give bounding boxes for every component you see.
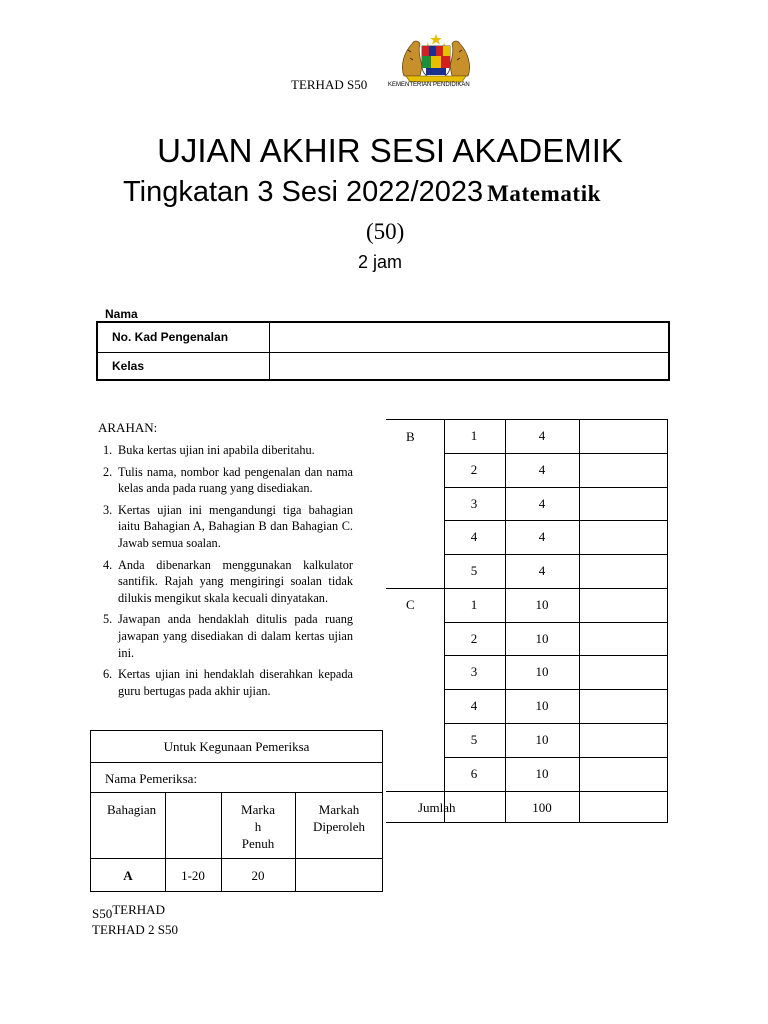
examiner-name-label: Nama Pemeriksa: <box>105 771 198 786</box>
total-value: 100 <box>532 800 552 815</box>
subject-code: (50) <box>366 219 405 244</box>
id-row <box>98 323 668 353</box>
section-b-label: B <box>406 429 415 444</box>
full-mark: 4 <box>538 529 546 544</box>
instructions-title: ARAHAN: <box>98 420 158 435</box>
id-label: No. Kad Pengenalan <box>112 330 229 344</box>
full-mark: 4 <box>538 462 546 477</box>
examiner-box <box>90 730 383 892</box>
candidate-info-table <box>96 321 670 381</box>
instruction-item: 4. Anda dibenarkan menggunakan kalkulator santifik. Rajah yang mengiringi soalan tidak dilukis mengikut skala kecuali dinyatakan. <box>103 557 353 605</box>
ministry-label: KEMENTERIAN PENDIDIKAN <box>388 82 470 88</box>
question-number: 4 <box>470 529 478 544</box>
exam-title: UJIAN AKHIR SESI AKADEMIK <box>157 132 623 169</box>
full-marks-header: Marka h Penuh <box>241 802 275 851</box>
full-mark: 10 <box>535 732 549 747</box>
question-number: 2 <box>470 462 478 477</box>
examiner-heading: Untuk Kegunaan Pemeriksa <box>163 739 310 754</box>
instruction-item: 5. Jawapan anda hendaklah ditulis pada ruang jawapan yang disediakan di dalam kertas ujian ini. <box>103 612 353 660</box>
full-mark: 10 <box>535 766 549 781</box>
instruction-item: 6. Kertas ujian ini hendaklah diserahkan kepada guru bertugas pada akhir ujian. <box>103 667 353 698</box>
obtained-marks-header: Markah Diperoleh <box>313 802 365 834</box>
question-number: 1 <box>470 428 478 443</box>
instruction-item: 3. Kertas ujian ini mengandungi tiga bahagian iaitu Bahagian A, Bahagian B dan Bahagian C. Jawab semua soalan. <box>103 502 353 550</box>
full-mark: 10 <box>535 664 549 679</box>
section-a-questions: 1-20 <box>181 868 205 883</box>
question-number: 3 <box>470 664 478 679</box>
question-number: 6 <box>470 766 478 781</box>
section-header: Bahagian <box>107 802 157 817</box>
full-mark: 10 <box>535 698 549 713</box>
exam-subtitle <box>123 176 601 209</box>
section-a-full-mark: 20 <box>251 868 265 883</box>
question-number: 5 <box>470 563 478 578</box>
instructions-list <box>103 442 353 699</box>
question-number: 5 <box>470 732 478 747</box>
full-mark: 4 <box>538 428 546 443</box>
classification-code: TERHAD S50 <box>291 77 368 92</box>
section-c-label: C <box>406 597 415 612</box>
full-mark: 10 <box>535 597 549 612</box>
name-label: Nama <box>105 307 138 321</box>
full-mark: 10 <box>535 631 549 646</box>
section-a-obtained-field[interactable] <box>295 861 383 891</box>
footer-code-line <box>92 902 165 921</box>
full-mark: 4 <box>538 563 546 578</box>
total-label: Jumlah <box>418 800 456 815</box>
subject-name: Matematik <box>487 181 602 206</box>
class-row <box>98 352 668 381</box>
question-number: 2 <box>470 631 478 646</box>
class-label: Kelas <box>112 359 145 373</box>
full-mark: 4 <box>538 496 546 511</box>
footer-page-code: TERHAD 2 S50 <box>92 922 178 937</box>
footer-code: S50 <box>92 906 113 921</box>
crest-logo <box>398 32 474 84</box>
section-a-label: A <box>123 868 133 883</box>
instruction-item: 1. Buka kertas ujian ini apabila diberitahu. <box>103 443 315 457</box>
footer-terhad: TERHAD <box>112 902 165 917</box>
question-number: 4 <box>470 698 478 713</box>
exam-duration: 2 jam <box>358 252 403 272</box>
instruction-item: 2. Tulis nama, nombor kad pengenalan dan nama kelas anda pada ruang yang disediakan. <box>103 464 353 496</box>
id-field[interactable] <box>269 323 668 352</box>
form-session: Tingkatan 3 Sesi 2022/2023 <box>123 176 484 208</box>
class-field[interactable] <box>269 352 668 381</box>
score-table <box>386 419 668 823</box>
question-number: 1 <box>470 597 478 612</box>
question-number: 3 <box>470 496 478 511</box>
